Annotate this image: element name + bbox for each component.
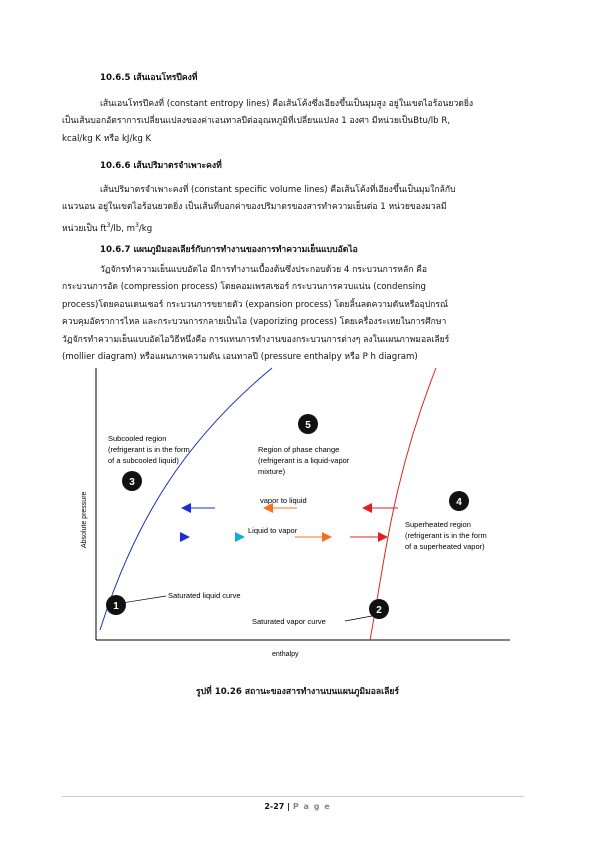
marker-4-label: 4 (456, 497, 462, 508)
marker-2-label: 2 (376, 605, 382, 616)
arrow-left-red (362, 503, 372, 513)
units-suffix: /kg (138, 223, 153, 234)
marker-4 (449, 491, 469, 511)
superheated-desc: (refrigerant is in the form (405, 531, 487, 540)
marker-5 (298, 414, 318, 434)
saturated-liquid-leader (122, 596, 166, 603)
footer-divider (62, 796, 524, 797)
phase-change-label: Region of phase change (258, 445, 340, 454)
superheated-desc: of a superheated vapor) (405, 542, 485, 551)
page-number: 2-27 (264, 802, 285, 811)
marker-1-label: 1 (113, 601, 119, 612)
marker-1 (106, 595, 126, 615)
marker-3 (122, 471, 142, 491)
superheated-label: Superheated region (405, 520, 471, 529)
arrow-right-red (378, 532, 388, 542)
paragraph-line: (mollier diagram) หรือแผนภาพความดัน เอนทาลปี (pressure enthalpy หรือ P h diagram) (62, 352, 418, 363)
vapor-to-liquid-label: vapor to liquid (260, 496, 307, 505)
paragraph-line: วัฏจักรทำความเย็นแบบอัดไอ มีการทำงานเบื้องต้นซึ่งประกอบด้วย 4 กระบวนการหลัก คือ (100, 265, 428, 275)
units-sup: 3 (106, 221, 111, 229)
saturated-vapor-leader (345, 616, 372, 621)
x-axis-label: enthalpy (272, 651, 299, 658)
paragraph-line: แนวนอน อยู่ในเขตไอร้อนยวดยิ่ง เป็นเส้นที่บอกค่าของปริมาตรของสารทำความเย็นต่อ 1 หน่วยของมวลมี (62, 202, 447, 213)
marker-5-label: 5 (305, 420, 311, 431)
paragraph-line: เป็นเส้นบอกอัตราการเปลี่ยนแปลงของค่าเอนทาลปีต่ออุณหภูมิที่เปลี่ยนแปลง 1 องศา มีหน่วยเป็นBtu/lb R, (62, 116, 451, 127)
units-mid: /lb, m (110, 223, 136, 234)
y-axis-label: Absolute pressure (81, 491, 88, 548)
units-prefix: หน่วยเป็น ft (62, 223, 107, 234)
subcooled-desc: (refrigerant is in the form (108, 445, 190, 454)
section-heading-10-6-7: 10.6.7 แผนภูมิมอลเลียร์กับการทำงานของการทำความเย็นแบบอัดไอ (100, 245, 358, 255)
subcooled-label: Subcooled region (108, 434, 167, 443)
saturated-liquid-label: Saturated liquid curve (168, 591, 241, 600)
marker-3-label: 3 (129, 477, 135, 488)
page-label: P a g e (292, 802, 331, 811)
phase-change-desc: mixture) (258, 467, 286, 476)
arrow-right-cyan (235, 532, 245, 542)
units-sup: 3 (135, 221, 139, 229)
page-footer (0, 802, 595, 811)
figure-caption: รูปที่ 10.26 สถานะของสารทำงานบนแผนภูมิมอลเลียร์ (195, 687, 400, 697)
paragraph-line: วัฏจักรทำความเย็นแบบอัดไอวิธีหนึ่งคือ การแทนการทำงานของกระบวนการต่างๆ ลงในแผนภาพมอลเลียร์ (62, 334, 450, 345)
footer-separator: | (287, 802, 291, 811)
paragraph-line: ควบคุมอัตราการไหล และกระบวนการกลายเป็นไอ (vaporizing process) โดยเครื่องระเหยในการศึกษา (62, 317, 447, 328)
paragraph-line: เส้นเอนโทรปีคงที่ (constant entropy lines) คือเส้นโค้งซึ่งเอียงขึ้นเป็นมุมสูง อยู่ในเขตไอร้อนยวดยิ่ง (100, 99, 474, 109)
saturated-vapor-label: Saturated vapor curve (252, 617, 326, 626)
arrow-right-orange (322, 532, 332, 542)
subcooled-desc: of a subcooled liquid) (108, 456, 179, 465)
phase-change-desc: (refrigerant is a liquid-vapor (258, 456, 350, 465)
paragraph-line: เส้นปริมาตรจำเพาะคงที่ (constant specific volume lines) คือเส้นโค้งที่เอียงขึ้นเป็นมุมใกล้กับ (100, 185, 456, 195)
marker-2 (369, 599, 389, 619)
paragraph-line: กระบวนการอัด (compression process) โดยคอมเพรสเซอร์ กระบวนการควบแน่น (condensing (62, 282, 426, 293)
arrow-right-blue (180, 532, 190, 542)
paragraph-line: kcal/kg K หรือ kJ/kg K (62, 133, 152, 144)
section-heading-10-6-6: 10.6.6 เส้นปริมาตรจำเพาะคงที่ (100, 161, 222, 171)
paragraph-line: process)โดยคอนเดนเซอร์ กระบวนการขยายตัว (expansion process) โดยลิ้นลดความดันหรืออุปกรณ์ (62, 299, 448, 310)
section-heading-10-6-5: 10.6.5 เส้นเอนโทรปีคงที่ (100, 73, 198, 83)
liquid-to-vapor-label: Liquid to vapor (248, 526, 298, 535)
arrow-left-blue (181, 503, 191, 513)
